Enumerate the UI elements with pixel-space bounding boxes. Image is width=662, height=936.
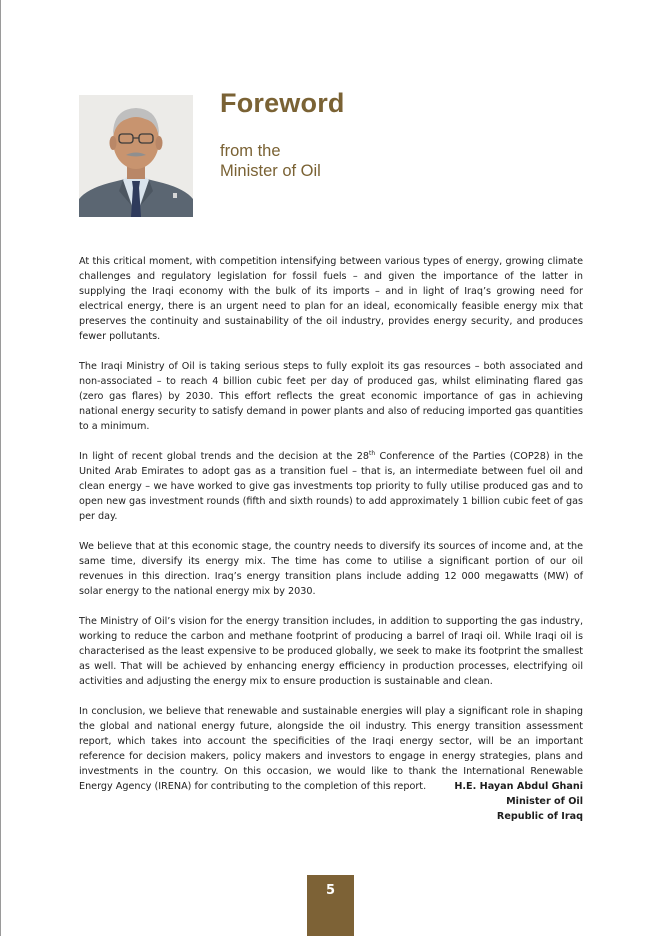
foreword-body	[79, 254, 583, 809]
paragraph-3	[79, 449, 583, 524]
page-title: Foreword	[220, 88, 345, 118]
page-number: 5	[307, 875, 354, 936]
paragraph-5: The Ministry of Oil’s vision for the energy transition includes, in addition to supporting the gas industry, working to reduce the carbon and methane footprint of producing a barrel of Iraqi oil. While Iraqi oil is characterised as the least expensive to be produced globally, we seek to make its footprint the smallest as well. That will be achieved by enhancing energy efficiency in production processes, electrifying oil activities and adjusting the energy mix to ensure production is sustainable and clean.	[79, 616, 583, 687]
signatory-country: Republic of Iraq	[496, 811, 583, 822]
paragraph-6: In conclusion, we believe that renewable and sustainable energies will play a significant role in shaping the global and national energy future, alongside the oil industry. This energy transition assessment report, which takes into account the specificities of the Iraqi energy sector, will be an important reference for decision makers, policy makers and investors to engage in energy strategies, plans and investments in the country. On this occasion, we would like to thank the International Renewable Energy Agency (IRENA) for contributing to the completion of this report.	[79, 706, 583, 792]
paragraph-4: We believe that at this economic stage, the country needs to diversify its sources of income and, at the same time, diversify its energy mix. The time has come to utilise a significant portion of our oil revenues in this direction. Iraq’s energy transition plans include adding 12 000 megawatts (MW) of solar energy to the national energy mix by 2030.	[79, 541, 583, 597]
paragraph-1: At this critical moment, with competition intensifying between various types of energy, growing climate challenges and regulatory legislation for fossil fuels – and given the importance of the latter in supplying the Iraqi economy with the bulk of its imports – and in light of Iraq’s growing need for electrical energy, there is an urgent need to plan for an ideal, economically feasible energy mix that preserves the continuity and sustainability of the oil industry, provides energy security, and produces fewer pollutants.	[79, 256, 583, 342]
ordinal-suffix: th	[368, 450, 376, 457]
subtitle-line-1: from the	[220, 142, 281, 160]
page-edge-rule	[0, 0, 1, 936]
subtitle-line-2: Minister of Oil	[220, 161, 321, 180]
signature-block	[454, 779, 583, 824]
page-subtitle	[220, 142, 420, 181]
paragraph-3-end: Conference of the Parties (COP28) in the United Arab Emirates to adopt gas as a transition fuel – that is, an intermediate between fuel oil and clean energy – we have worked to give gas investments top priority to fully utilise produced gas and to open new gas investment rounds (fifth and sixth rounds) to add approximately 1 billion cubic feet of gas per day.	[79, 451, 583, 522]
paragraph-2: The Iraqi Ministry of Oil is taking serious steps to fully exploit its gas resources – both associated and non-associated – to reach 4 billion cubic feet per day of produced gas, whilst eliminating flared gas (zero gas flares) by 2030. This effort reflects the great economic importance of gas in achieving national energy security to satisfy demand in power plants and also of reducing imported gas quantities to a minimum.	[79, 361, 583, 432]
signatory-name: H.E. Hayan Abdul Ghani	[454, 781, 583, 792]
minister-portrait	[79, 95, 193, 217]
signatory-role: Minister of Oil	[506, 796, 583, 807]
paragraph-3-start: In light of recent global trends and the decision at the 28	[79, 451, 369, 462]
